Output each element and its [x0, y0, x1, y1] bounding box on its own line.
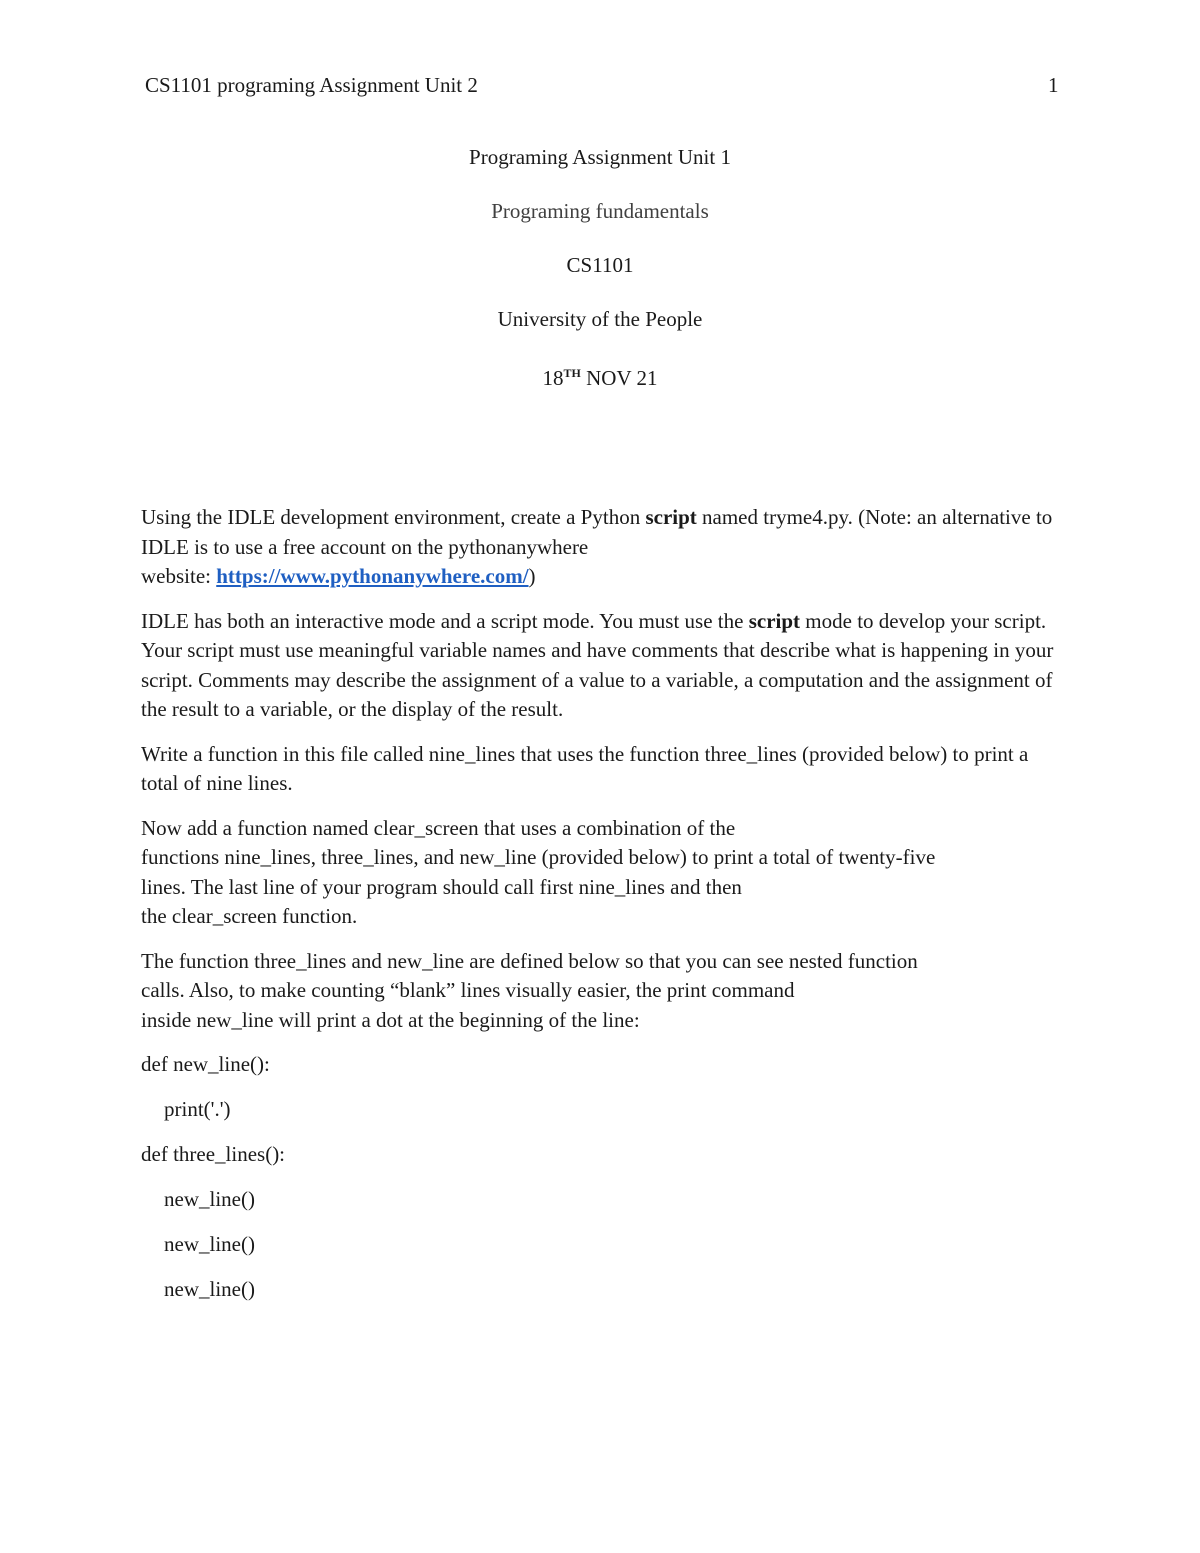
assignment-body: [141, 503, 1066, 1320]
paragraph-idle-modes: [141, 607, 1066, 725]
paragraph-line: calls. Also, to make counting “blank” lines visually easier, the print command: [141, 978, 795, 1002]
pythonanywhere-link[interactable]: https://www.pythonanywhere.com/: [216, 564, 529, 588]
paragraph-line: the clear_screen function.: [141, 904, 358, 928]
document-subtitle: Programing fundamentals: [491, 199, 709, 223]
course-code: CS1101: [566, 253, 634, 277]
code-line: new_line(): [164, 1187, 255, 1211]
paragraph-clear-screen: [141, 814, 1066, 932]
code-line: print('.'): [164, 1097, 231, 1121]
submission-date: [0, 359, 1200, 413]
paragraph-text: mode to develop your script. Your script must use meaningful variable names and have comments that describe what is happening in your script. Comments may describe the assignment of a value to a variable, a computation and the assignment of the result to a variable, or the display of the result.: [141, 608, 1054, 721]
paragraph-line: functions nine_lines, three_lines, and new_line (provided below) to print a total of twenty-five: [141, 845, 936, 869]
paragraph-text: Using the IDLE development environment, create a Python: [141, 505, 646, 529]
date-suffix: TH: [563, 366, 581, 380]
bold-keyword: script: [748, 608, 801, 633]
code-line: def three_lines():: [141, 1142, 286, 1166]
date-day: 18: [542, 366, 564, 390]
paragraph-nested-functions: [141, 947, 1066, 1036]
code-listing: [141, 1050, 1066, 1320]
paragraph-text: IDLE has both an interactive mode and a script mode. You must use the: [141, 608, 749, 633]
paragraph-text: ): [528, 564, 536, 588]
document-title: Programing Assignment Unit 1: [469, 145, 731, 169]
running-header-title: CS1101 programing Assignment Unit 2: [145, 73, 478, 97]
paragraph-line: inside new_line will print a dot at the beginning of the line:: [141, 1007, 640, 1032]
paragraph-text: website:: [141, 564, 217, 588]
paragraph-line: lines. The last line of your program should call first nine_lines and then: [141, 874, 742, 899]
paragraph-instructions: [141, 503, 1066, 592]
paragraph-line: The function three_lines and new_line are defined below so that you can see nested function: [141, 948, 918, 973]
page-number: 1: [1048, 73, 1059, 97]
paragraph-line: Now add a function named clear_screen that uses a combination of the: [141, 815, 736, 840]
code-line: new_line(): [164, 1232, 255, 1256]
paragraph-nine-lines: Write a function in this file called nine_lines that uses the function three_lines (provided below) to print a total of nine lines.: [141, 741, 1029, 795]
paragraph-text: named tryme4.py. (Note: an alternative to IDLE is to use a free account on the pythonanywhere: [141, 505, 1053, 559]
bold-keyword: script: [645, 505, 697, 529]
date-month-year: NOV 21: [580, 366, 658, 390]
code-line: def new_line():: [141, 1052, 270, 1076]
code-line: new_line(): [164, 1277, 255, 1301]
institution-name: University of the People: [497, 307, 703, 331]
title-block: [0, 143, 1200, 413]
